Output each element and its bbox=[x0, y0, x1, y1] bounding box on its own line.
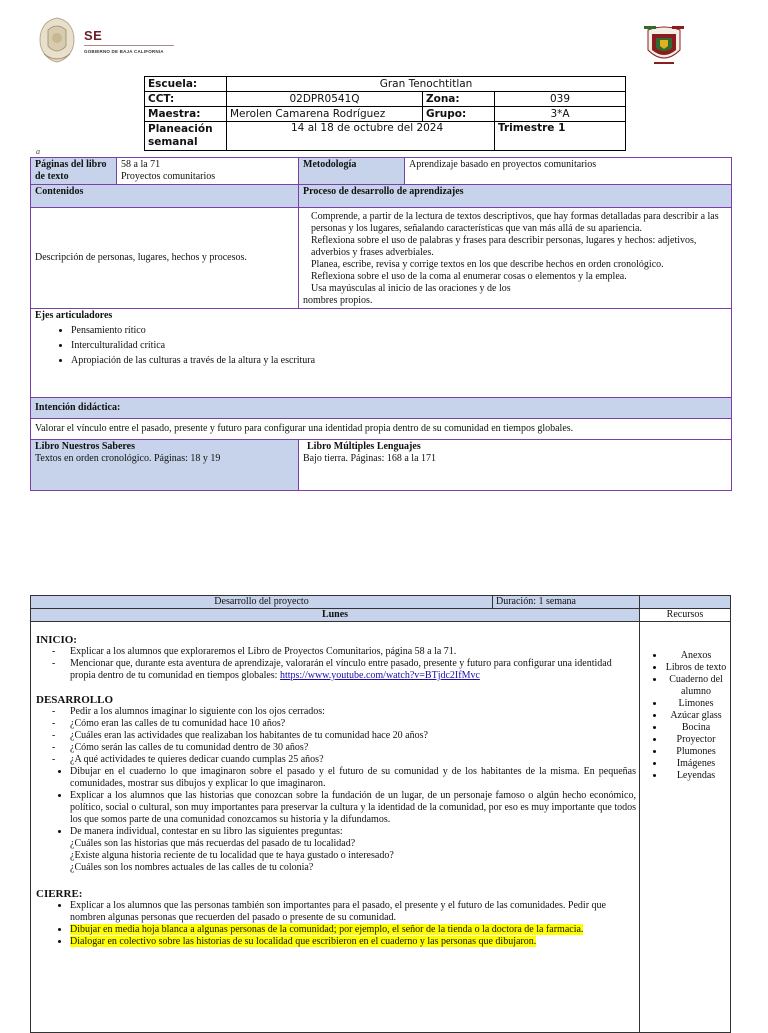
video-link[interactable]: https://www.youtube.com/watch?v=BTjdc2IfMvc bbox=[279, 670, 480, 681]
inicio-item-text: Mencionar que, durante esta aventura de aprendizaje, valorarán el vínculo entre pasado, presente y futuro para configurar una identidad propia dentro de tu comunidad en tiempos globales: bbox=[70, 658, 612, 681]
desarrollo-bullet bbox=[70, 826, 636, 874]
project-table bbox=[30, 595, 731, 1033]
paginas-label: Páginas del libro de texto bbox=[31, 158, 117, 185]
contenido-text: Descripción de personas, lugares, hechos y procesos. bbox=[31, 208, 299, 309]
proceso-item: Usa mayúsculas al inicio de las oraciones y de los bbox=[311, 283, 511, 294]
recursos-cell bbox=[640, 622, 731, 1033]
recurso-item: • Libros de texto bbox=[665, 662, 727, 674]
contenidos-header: Contenidos bbox=[31, 185, 299, 208]
planning-table bbox=[30, 157, 732, 491]
paginas-value bbox=[117, 158, 299, 185]
recurso-item: • Imágenes bbox=[665, 758, 727, 770]
recurso-item: • Bocina bbox=[665, 722, 727, 734]
proceso-item: Comprende, a partir de la lectura de textos descriptivos, que hay formas detalladas para describir a las personas y los lugares, señalando características que van más allá de su apariencia. bbox=[311, 211, 719, 234]
libro2-cell bbox=[299, 440, 732, 491]
cierre-item bbox=[70, 936, 636, 948]
cct-value: 02DPR0541Q bbox=[227, 92, 423, 107]
paginas-range: 58 a la 71 bbox=[121, 159, 161, 170]
se-wordmark: SE bbox=[84, 28, 103, 43]
grupo-label: Grupo: bbox=[423, 107, 495, 122]
proceso-item: Reflexiona sobre el uso de palabras y frases para describir personas, lugares y hechos: adjetivos, adverbios y frases adverbiales. bbox=[311, 235, 697, 258]
zona-label: Zona: bbox=[423, 92, 495, 107]
recursos-list bbox=[643, 650, 727, 782]
school-info-table bbox=[144, 76, 626, 151]
project-duration: Duración: 1 semana bbox=[493, 596, 640, 609]
project-title-spacer bbox=[640, 596, 731, 609]
desarrollo-item: - ¿Cómo serán las calles de tu comunidad dentro de 30 años? bbox=[70, 742, 636, 754]
inicio-item bbox=[70, 658, 636, 682]
libro1-value: Textos en orden cronológico. Páginas: 18 y 19 bbox=[35, 453, 221, 464]
government-subtitle: GOBIERNO DE BAJA CALIFORNIA bbox=[84, 49, 164, 54]
desarrollo-item: - Pedir a los alumnos imaginar lo siguiente con los ojos cerrados: bbox=[70, 706, 636, 718]
cierre-item: • Explicar a los alumnos que las personas también son importantes para el pasado, el presente y el futuro de las comunidades. Pedir que nombren algunas personas que recuerden del pasado o presente de su comunidad. bbox=[70, 900, 636, 924]
recurso-item: • Proyector bbox=[665, 734, 727, 746]
cierre-item-highlighted: Dibujar en media hoja blanca a algunas personas de la comunidad; por ejemplo, el señor de la tienda o la doctora de la farmacia. bbox=[70, 924, 584, 935]
eje-item: • Apropiación de las culturas a través de la altura y la escritura bbox=[71, 355, 727, 367]
libro1-cell bbox=[31, 440, 299, 491]
inicio-list bbox=[36, 646, 636, 682]
proceso-header: Proceso de desarrollo de aprendizajes bbox=[299, 185, 732, 208]
recurso-item: • Leyendas bbox=[665, 770, 727, 782]
intencion-text: Valorar el vínculo entre el pasado, presente y futuro para configurar una identidad propia dentro de su comunidad en tiempos globales. bbox=[31, 419, 732, 440]
intencion-header: Intención didáctica: bbox=[31, 398, 732, 419]
proceso-item: Reflexiona sobre el uso de la coma al enumerar cosas o elementos y la emplea. bbox=[311, 271, 627, 282]
grupo-value: 3*A bbox=[495, 107, 626, 122]
paginas-book: Proyectos comunitarios bbox=[121, 171, 216, 182]
desarrollo-heading: DESARROLLO bbox=[36, 694, 114, 706]
proceso-item: Planea, escribe, revisa y corrige textos en los que describe hechos en orden cronológico. bbox=[311, 259, 664, 270]
ejes-list bbox=[35, 325, 727, 367]
recurso-item: • Azúcar glass bbox=[665, 710, 727, 722]
margin-note: a bbox=[36, 147, 40, 156]
government-seal-logo bbox=[36, 16, 78, 64]
school-emblem-logo bbox=[638, 20, 690, 70]
brand-divider bbox=[84, 45, 174, 46]
escuela-label: Escuela: bbox=[145, 77, 227, 92]
desarrollo-item: - ¿Cómo eran las calles de tu comunidad hace 10 años? bbox=[70, 718, 636, 730]
cierre-item bbox=[70, 924, 636, 936]
metodologia-label: Metodología bbox=[299, 158, 405, 185]
desarrollo-dash-list bbox=[36, 706, 636, 766]
planeacion-value: 14 al 18 de octubre del 2024 bbox=[227, 122, 495, 151]
project-title: Desarrollo del proyecto bbox=[31, 596, 493, 609]
maestra-value: Merolen Camarena Rodríguez bbox=[227, 107, 423, 122]
libro2-value: Bajo tierra. Páginas: 168 a la 171 bbox=[303, 453, 437, 464]
pregunta: ¿Cuáles son los nombres actuales de las calles de tu colonia? bbox=[70, 862, 314, 873]
desarrollo-bullet-list bbox=[36, 766, 636, 874]
cierre-item-highlighted: Dialogar en colectivo sobre las historias de su localidad que escribieron en el cuaderno y las personas que dibujaron. bbox=[70, 936, 537, 947]
libro2-label: Libro Múltiples Lenguajes bbox=[307, 441, 421, 452]
planeacion-label: Planeación semanal bbox=[145, 122, 227, 151]
lesson-body bbox=[31, 622, 640, 1033]
desarrollo-bullet: • Explicar a los alumnos que las historias que conozcan sobre la fundación de un lugar, de un personaje famoso o algún hecho económico, político, social o cultural, son muy importantes para preservar la cultura y la identidad de la comunidad, por eso es muy importante que todos los que somos parte de una comunidad conozcamos su historia y la difundamos. bbox=[70, 790, 636, 826]
eje-item: • Pensamiento rítico bbox=[71, 325, 727, 337]
desarrollo-bullet: • Dibujar en el cuaderno lo que imaginaron sobre el pasado y el futuro de su comunidad y de los habitantes de la misma. En pequeñas comunidades, mostrar sus dibujos y explicar lo que imaginaron. bbox=[70, 766, 636, 790]
ejes-cell bbox=[31, 309, 732, 398]
proceso-item: nombres propios. bbox=[303, 295, 373, 306]
government-brand bbox=[84, 28, 174, 54]
recurso-item: • Anexos bbox=[665, 650, 727, 662]
trimestre-value: Trimestre 1 bbox=[495, 122, 626, 151]
inicio-item: - Explicar a los alumnos que exploraremos el Libro de Proyectos Comunitarios, página 58 a la 71. bbox=[70, 646, 636, 658]
pregunta: ¿Cuáles son las historias que más recuerdas del pasado de tu localidad? bbox=[70, 838, 356, 849]
desarrollo-item: - ¿A qué actividades te quieres dedicar cuando cumplas 25 años? bbox=[70, 754, 636, 766]
cierre-list bbox=[36, 900, 636, 948]
ejes-label: Ejes articuladores bbox=[35, 310, 113, 321]
preguntas-intro: • De manera individual, contestar en su libro las siguientes preguntas: bbox=[70, 826, 343, 837]
recursos-header: Recursos bbox=[640, 609, 731, 622]
libro1-label: Libro Nuestros Saberes bbox=[35, 441, 136, 452]
escuela-value: Gran Tenochtitlan bbox=[227, 77, 626, 92]
metodologia-value: Aprendizaje basado en proyectos comunitarios bbox=[405, 158, 732, 185]
maestra-label: Maestra: bbox=[145, 107, 227, 122]
eje-item: • Interculturalidad crítica bbox=[71, 340, 727, 352]
zona-value: 039 bbox=[495, 92, 626, 107]
desarrollo-item: - ¿Cuáles eran las actividades que realizaban los habitantes de tu comunidad hace 20 años? bbox=[70, 730, 636, 742]
proceso-list bbox=[299, 208, 732, 309]
recurso-item: • Cuaderno del alumno bbox=[665, 674, 727, 698]
cierre-heading: CIERRE: bbox=[36, 888, 83, 900]
recurso-item: • Limones bbox=[665, 698, 727, 710]
pregunta: ¿Existe alguna historia reciente de tu localidad que te haya gustado o interesado? bbox=[70, 850, 394, 861]
cct-label: CCT: bbox=[145, 92, 227, 107]
day-header: Lunes bbox=[31, 609, 640, 622]
recurso-item: • Plumones bbox=[665, 746, 727, 758]
inicio-heading: INICIO: bbox=[36, 634, 77, 646]
